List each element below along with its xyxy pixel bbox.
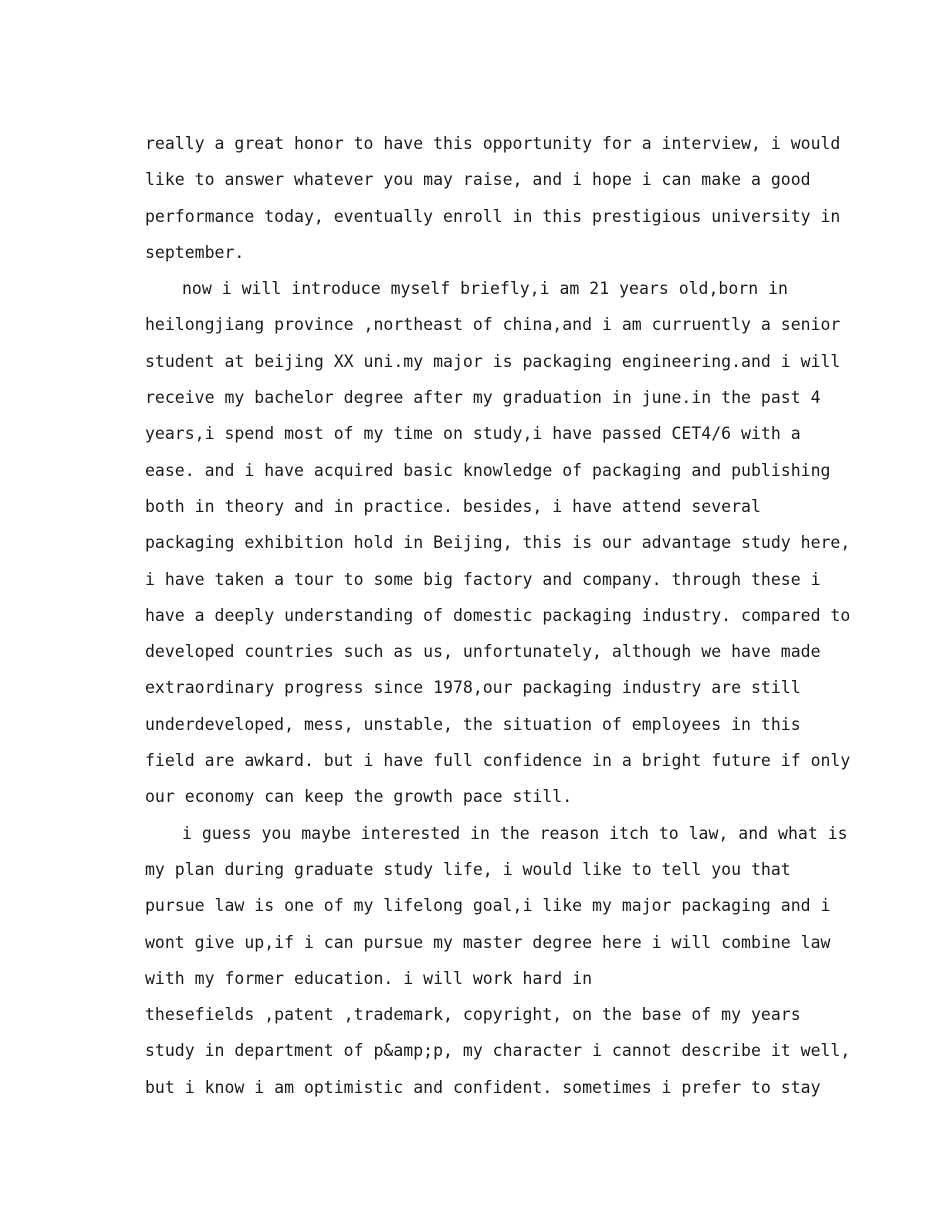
paragraph-2 — [145, 271, 851, 815]
text-line: heilongjiang province ,northeast of china,and i am curruently a senior — [145, 315, 841, 335]
text-line: with my former education. i will work hard in — [145, 968, 593, 988]
text-line: developed countries such as us, unfortunately, although we have made — [145, 642, 821, 662]
text-line: really a great honor to have this opportunity for a interview, i would — [145, 134, 841, 153]
paragraph-1 — [145, 126, 841, 271]
text-line: student at beijing XX uni.my major is packaging engineering.and i will — [145, 351, 841, 371]
text-line: both in theory and in practice. besides, i have attend several — [145, 496, 761, 516]
text-line: but i know i am optimistic and confident. sometimes i prefer to stay — [145, 1077, 821, 1097]
text-line: receive my bachelor degree after my graduation in june.in the past 4 — [145, 388, 821, 408]
text-line: september. — [145, 242, 245, 262]
text-line: years,i spend most of my time on study,i have passed CET4/6 with a — [145, 424, 801, 444]
text-line: wont give up,if i can pursue my master degree here i will combine law — [145, 932, 831, 952]
text-line: my plan during graduate study life, i would like to tell you that — [145, 859, 791, 879]
text-line: i have taken a tour to some big factory and company. through these i — [145, 569, 821, 589]
text-line: like to answer whatever you may raise, and i hope i can make a good — [145, 170, 811, 190]
text-line: extraordinary progress since 1978,our packaging industry are still — [145, 678, 801, 698]
text-line: pursue law is one of my lifelong goal,i like my major packaging and i — [145, 896, 831, 916]
text-line: ease. and i have acquired basic knowledge of packaging and publishing — [145, 460, 831, 480]
text-line: field are awkard. but i have full confidence in a bright future if only — [145, 751, 851, 771]
text-line: study in department of p&amp;p, my character i cannot describe it well, — [145, 1041, 851, 1061]
text-line: now i will introduce myself briefly,i am 21 years old,born in — [182, 279, 788, 299]
text-line: have a deeply understanding of domestic packaging industry. compared to — [145, 605, 851, 625]
text-line: i guess you maybe interested in the reason itch to law, and what is — [182, 823, 848, 843]
text-line: thesefields ,patent ,trademark, copyright, on the base of my years — [145, 1005, 801, 1025]
document-body — [145, 126, 851, 1106]
text-line: underdeveloped, mess, unstable, the situation of employees in this — [145, 714, 801, 734]
text-line: performance today, eventually enroll in this prestigious university in — [145, 206, 841, 226]
text-line: packaging exhibition hold in Beijing, this is our advantage study here, — [145, 533, 851, 553]
text-line: our economy can keep the growth pace still. — [145, 787, 573, 807]
paragraph-3 — [145, 816, 851, 1106]
